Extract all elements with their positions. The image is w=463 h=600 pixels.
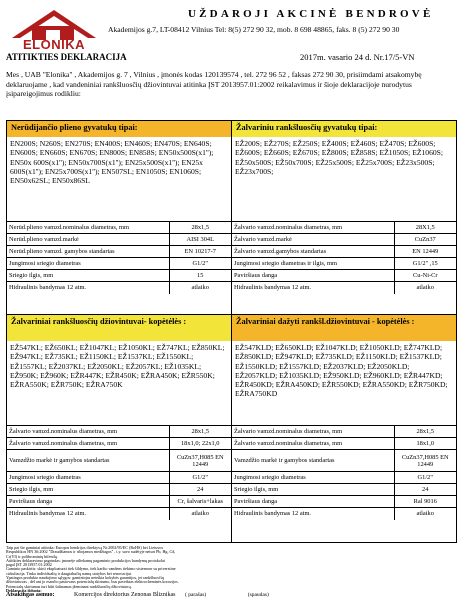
spec-label: Hidraulinis bandymas 12 atm. bbox=[7, 508, 169, 520]
spec-label: Nerūd.plieno vamzd. gamybos standartas bbox=[7, 246, 169, 258]
responsible-person-row bbox=[6, 592, 269, 598]
spec-row bbox=[7, 438, 231, 450]
intro-paragraph: Mes , UAB "Elonika" , Akademijos g. 7 , Vilnius , įmonės kodas 120139574 , tel. 272 96 52 , faksas 272 90 30, prisiimdami atsakomybę deklaruojame , kad vandeniniai rankšluosčių džiovintuvai atitinka ĮST 2013957.01:2002 reikalavimus ir šioje deklaracijoje nurodytus įsipareigojimus rodikliu: bbox=[6, 70, 422, 99]
spec-label: Sriegio ilgis, mm bbox=[7, 270, 169, 282]
company-name: UŽDAROJI AKCINĖ BENDROVĖ bbox=[188, 8, 434, 20]
spec-value: EN 10217-7 bbox=[169, 246, 231, 258]
model-list: EŽ547KLD; EŽ650KLD; EŽ1047KLD; EŽ1050KLD; EŽ747KLD; EŽ850KLD; EŽ947KLD; EŽ735KLD; EŽ1150KLD; EŽ1537KLD; EŽ1550KLD; EŽ1557KLD; EŽ2037KLD; EŽ2050KLD; EŽ2057KLD; EŽ1035KLD; EŽ950KLD; EŽ960KLD; EŽR447KD; EŽR450KD; EŽRA450KD; EŽR550KD; EŽRA550KD; EŽR750KD; EŽRA750KD bbox=[235, 343, 448, 399]
spec-label: Žalvario vamzd.gamybos standartas bbox=[232, 246, 394, 258]
spec-label: Jungimosi sriegio diametras bbox=[7, 472, 169, 484]
spec-value: 18x1,0 bbox=[394, 438, 456, 450]
spec-row bbox=[232, 270, 456, 282]
spec-label: Sriegio ilgis, mm bbox=[232, 484, 394, 496]
company-address: Akademijos g.7, LT-08412 Vilnius Tel: 8(5) 272 90 32, mob. 8 698 48865, faks. 8 (5) 272 90 30 bbox=[108, 25, 400, 34]
spec-row bbox=[232, 258, 456, 270]
spec-label: Paviršiaus danga bbox=[7, 496, 169, 508]
footer-line: cirkuliacija. Tinka individualių ir daugiabučių namų statybos bei renovacijai. bbox=[6, 571, 132, 576]
spec-label: Hidraulinis bandymas 12 atm. bbox=[7, 282, 169, 294]
block-title: Žalvariniu rankšluosčių gyvatukų tipai: bbox=[232, 121, 456, 137]
responsible-name: Komercijos direktorius Zenonas Bliznikas bbox=[74, 592, 176, 598]
spec-label: Sriegio ilgis, mm bbox=[7, 484, 169, 496]
model-list: EŽ200S; EŽ270S; EŽ250S; EŽ400S; EŽ460S; EŽ470S; EŽ600S; EŽ600S; EŽ660S; EŽ670S; EŽ800S; EŽ858S; EŽ1050S; EŽ1060S; EŽ50x500S; EŽ50x700S; EŽ25x500S; EŽ25x700S; EŽ23x500S; EŽ23x700S; bbox=[235, 139, 443, 176]
spec-row bbox=[232, 234, 456, 246]
spec-label: Hidraulinis bandymas 12 atm. bbox=[232, 508, 394, 520]
spec-row bbox=[7, 234, 231, 246]
ladder-block bbox=[7, 315, 232, 542]
footer-line: Cr(VI) ir polibrominių bifenilų. bbox=[6, 554, 58, 559]
spec-value: atlaiko bbox=[169, 508, 231, 520]
footer-line: Deklaracija išduota: bbox=[6, 588, 42, 593]
spec-row bbox=[7, 246, 231, 258]
spec-label: Paviršiaus danga bbox=[232, 496, 394, 508]
stamp-label: (spaudas) bbox=[247, 592, 269, 598]
footer-line: pagal ĮST 2013957.01:2002 bbox=[6, 563, 52, 568]
spec-value: 24 bbox=[169, 484, 231, 496]
footer-line: Potencialų skirtumas turi būti šalinamas įžeminant rankšluosčių džiovintuvą. bbox=[6, 584, 132, 589]
declaration-footer bbox=[6, 546, 457, 593]
logo-wordmark: ELONIKA bbox=[23, 37, 85, 52]
spec-label: Nerūd.plieno vamzd.markė bbox=[7, 234, 169, 246]
spec-label: Hidraulinis bandymas 12 atm. bbox=[232, 282, 394, 294]
spec-table bbox=[7, 425, 231, 520]
spec-label: Vamzdžio markė ir gamybos standartas bbox=[7, 450, 169, 472]
spec-row bbox=[232, 222, 456, 234]
letterhead bbox=[0, 0, 463, 60]
document-date-number: 2017m. vasario 24 d. Nr.17/5-VN bbox=[300, 52, 415, 62]
spec-value: EN 12449 bbox=[394, 246, 456, 258]
footer-line: Gaminio paskirtis: skirti eksploatuoti tiek šildymo, tiek karšto vandens tiekimo sistemose su priverstine bbox=[6, 567, 176, 572]
spec-value: G1/2" ,15 bbox=[394, 258, 456, 270]
spec-value: Ral 9016 bbox=[394, 496, 456, 508]
product-grid-top bbox=[6, 120, 457, 315]
document-title: ATITIKTIES DEKLARACIJA bbox=[6, 52, 127, 62]
spec-row bbox=[7, 472, 231, 484]
spec-value: 28x1,5 bbox=[169, 426, 231, 438]
spec-value: atlaiko bbox=[394, 282, 456, 294]
model-list: EN200S; N260S; EN270S; EN400S; EN460S; EN470S; EN640S; EN600S; EN660S; EN670S; EN800S; EN858S; EN50x500S(x1''); EN50x 600S(x1''); EN50x700S(x1''); EN25x500S(x1''); EN25x 600S(x1''); EN25x700S(x1''); EN507SL; EN1050S; EN1060S; EN50x62SL; EN50x86SL bbox=[10, 139, 214, 186]
spec-row bbox=[7, 426, 231, 438]
spec-row bbox=[232, 438, 456, 450]
spec-row bbox=[232, 246, 456, 258]
spec-row bbox=[7, 258, 231, 270]
spec-value: Cu-Ni-Cr bbox=[394, 270, 456, 282]
spec-row bbox=[232, 496, 456, 508]
spec-row bbox=[7, 450, 231, 472]
spec-value: 28X1,5 bbox=[394, 222, 456, 234]
spec-value: CuZn37 bbox=[394, 234, 456, 246]
spec-label: Paviršiaus danga bbox=[232, 270, 394, 282]
spec-table bbox=[232, 221, 456, 294]
footer-line: Atitikties deklaravimo pagrindas: įmonėje atliekamų pagaminto produkcijos bandymų protokolai bbox=[6, 558, 165, 563]
spec-row bbox=[7, 508, 231, 520]
stainless-block bbox=[7, 121, 232, 314]
product-grid-bottom bbox=[6, 315, 457, 543]
brass-block bbox=[232, 121, 456, 314]
spec-label: Žalvario vamzd.nominalus diametras, mm bbox=[232, 438, 394, 450]
spec-value: atlaiko bbox=[394, 508, 456, 520]
spec-value: G1/2" bbox=[394, 472, 456, 484]
spec-label: Žalvario vamzd.nominalus diametras, mm bbox=[7, 426, 169, 438]
painted-ladder-block bbox=[232, 315, 456, 542]
spec-row bbox=[232, 450, 456, 472]
model-list: EŽ547KL; EŽ650KL; EŽ1047KL; EŽ1050KL; EŽ747KL; EŽ850KL; EŽ947KL; EŽ735KL; EŽ1150KL; EŽ1537KL; EŽ1550KL; EŽ1557KL; EŽ2037KL; EŽ2050KL; EŽ2057KL; EŽ1035KL; EŽ950K; EŽ960K; EŽR447K; EŽR450K; EŽRA450K; EŽR550K; EŽRA550K; EŽR750K; EŽRA750K bbox=[10, 343, 225, 390]
spec-row bbox=[232, 426, 456, 438]
spec-row bbox=[7, 222, 231, 234]
spec-value: CuZn37,H085 EN 12449 bbox=[169, 450, 231, 472]
spec-row bbox=[232, 484, 456, 496]
block-title: Nerūdijančio plieno gyvatukų tipai: bbox=[7, 121, 231, 137]
spec-value: G1/2" bbox=[169, 258, 231, 270]
footer-line: džiovintuvas , dėl ant jo esančio pastovaus potencialų skirtumo, bus paveiktas elektrocheminės korozijos. bbox=[6, 580, 179, 585]
spec-row bbox=[232, 282, 456, 294]
responsible-label: Atsakingas asmuo: bbox=[6, 592, 55, 598]
spec-table bbox=[7, 221, 231, 294]
footer-line: Respublikos HN 36:2002 "Draudžiamos ir ribojamos medžiagos" , t.y. savo sudėtyje neturi Pb, Hg, Cd, bbox=[6, 550, 176, 555]
spec-label: Žalvario vamzd.nominalus diametras, mm bbox=[232, 426, 394, 438]
spec-label: Žalvario vamzd.markė bbox=[232, 234, 394, 246]
spec-label: Jungimosi sriegio diametras ir ilgis, mm bbox=[232, 258, 394, 270]
spec-row bbox=[232, 508, 456, 520]
spec-row bbox=[7, 484, 231, 496]
spec-label: Jungimosi sriegio diametras bbox=[7, 258, 169, 270]
spec-row bbox=[7, 282, 231, 294]
spec-value: 28x1,5 bbox=[169, 222, 231, 234]
spec-value: 28x1,5 bbox=[394, 426, 456, 438]
footer-line: Taip pat šie gaminiai atitinka: Europos bendrijos direktyvą Nr.2002/95/EC (RoHS) bei Lietuvos bbox=[6, 546, 164, 550]
spec-row bbox=[7, 496, 231, 508]
spec-value: AISI 304L bbox=[169, 234, 231, 246]
spec-value: CuZn37,H085 EN 12449 bbox=[394, 450, 456, 472]
block-title: Žalvariniai dažyti rankšl.džiovintuvai - kopėtėlės : bbox=[232, 315, 456, 341]
signature-label: ( parašas) bbox=[185, 592, 207, 598]
spec-value: G1/2" bbox=[169, 472, 231, 484]
spec-value: Cr, šalvaris+lakas bbox=[169, 496, 231, 508]
footer-line: Ypatingos produkto naudojimo sąlygos: gamintojas neteikia kokybės garantijos, jei rankšluosčių bbox=[6, 576, 164, 581]
spec-row bbox=[232, 472, 456, 484]
spec-label: Žalvario vamzd.nominalus diametras, mm bbox=[7, 438, 169, 450]
company-logo bbox=[8, 4, 100, 52]
spec-value: 24 bbox=[394, 484, 456, 496]
spec-label: Žalvario vamzd.nominalus diametras, mm bbox=[232, 222, 394, 234]
spec-row bbox=[7, 270, 231, 282]
spec-value: 18x1,0; 22x1,0 bbox=[169, 438, 231, 450]
spec-label: Vamzdžio markė ir gamybos standartas bbox=[232, 450, 394, 472]
spec-value: atlaiko bbox=[169, 282, 231, 294]
block-title: Žalvariniai rankšluosčių džiovintuvai- kopėtėlės : bbox=[7, 315, 231, 341]
spec-label: Nerūd.plieno vamzd.nominalus diametras, mm bbox=[7, 222, 169, 234]
spec-value: 15 bbox=[169, 270, 231, 282]
spec-label: Jungimosi sriegio diametras bbox=[232, 472, 394, 484]
spec-table bbox=[232, 425, 456, 520]
